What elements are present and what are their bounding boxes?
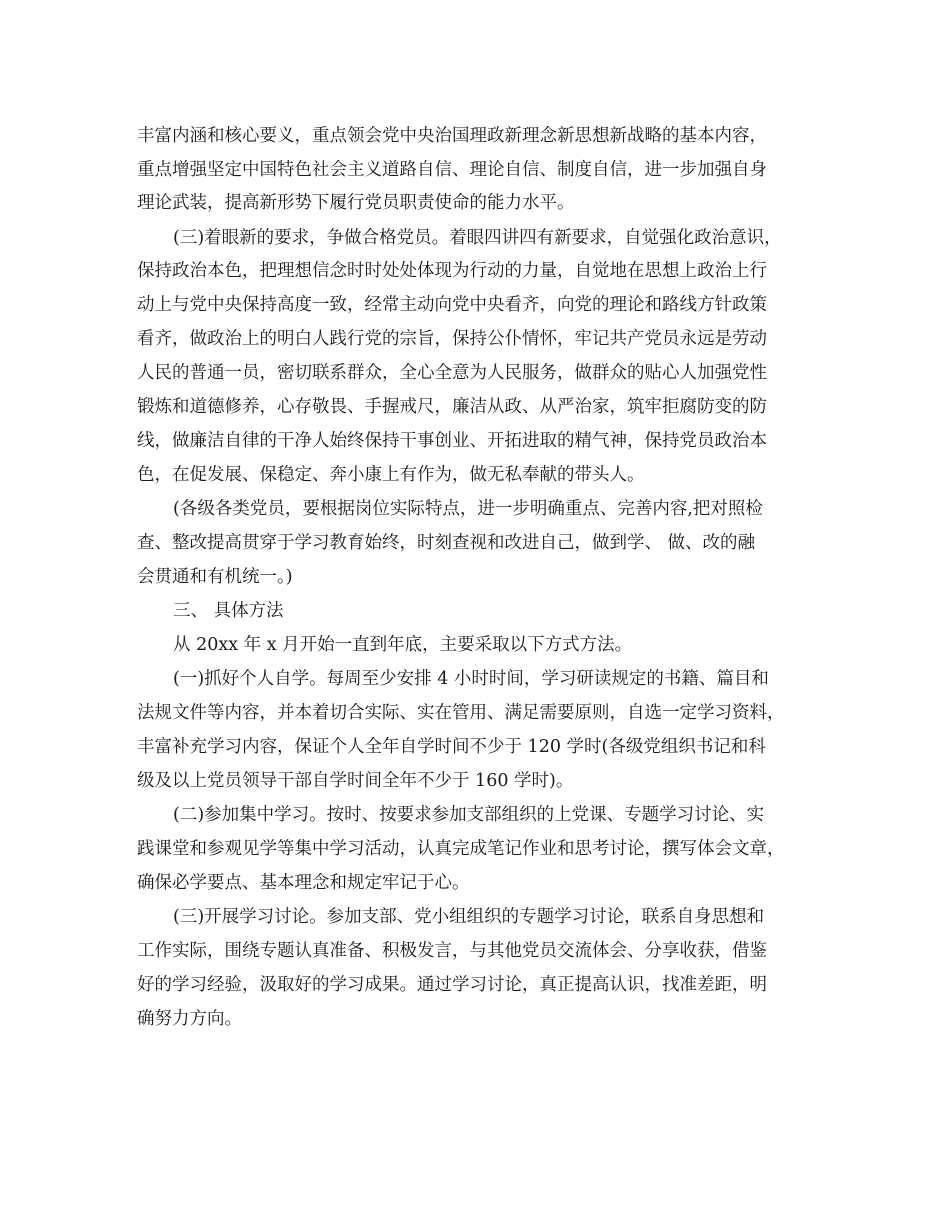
text-line: 会贯通和有机统一。) [137,567,293,587]
text-line: 确保必学要点、基本理念和规定牢记于心。 [137,873,470,893]
text-line: 丰富内涵和核心要义，重点领会党中央治国理政新理念新思想新战略的基本内容， [137,126,767,146]
text-line: 人民的普通一员，密切联系群众，全心全意为人民服务，做群众的贴心人加强党性 [137,363,767,383]
text-line: (二)参加集中学习。按时、按要求参加支部组织的上党课、专题学习讨论、实 [173,805,765,825]
text-line: 从 20xx 年 x 月开始一直到年底，主要采取以下方式方法。 [173,635,633,655]
text-line: 理论武装，提高新形势下履行党员职责使命的能力水平。 [137,193,575,213]
text-line: 查、整改提高贯穿于学习教育始终，时刻查视和改进自己，做到学、 做、改的融 [137,533,756,553]
text-line: 保持政治本色，把理想信念时时处处体现为行动的力量，自觉地在思想上政治上行 [137,261,767,281]
text-line: (一)抓好个人自学。每周至少安排 4 小时时间，学习研读规定的书籍、篇目和 [173,669,769,689]
text-line: 工作实际，围绕专题认真准备、积极发言，与其他党员交流体会、分享收获，借鉴 [137,941,767,961]
text-line: 线，做廉洁自律的干净人始终保持干事创业、开拓进取的精气神，保持党员政治本 [137,431,767,451]
text-line: (三)着眼新的要求，争做合格党员。着眼四讲四有新要求，自觉强化政治意识， [173,228,782,248]
section-heading: 三、 具体方法 [173,601,284,621]
text-line: 重点增强坚定中国特色社会主义道路自信、理论自信、制度自信，进一步加强自身 [137,160,767,180]
text-line: 色，在促发展、保稳定、奔小康上有作为，做无私奉献的带头人。 [137,465,645,485]
text-line: 动上与党中央保持高度一致，经常主动向党中央看齐，向党的理论和路线方针政策 [137,295,767,315]
text-line: 法规文件等内容，并本着切合实际、实在管用、满足需要原则，自选一定学习资料， [137,703,785,723]
text-line: 确努力方向。 [137,1009,242,1029]
text-line: 践课堂和参观见学等集中学习活动，认真完成笔记作业和思考讨论，撰写体会文章， [137,839,785,859]
text-line: 好的学习经验，汲取好的学习成果。通过学习讨论，真正提高认识，找准差距，明 [137,975,767,995]
text-line: 丰富补充学习内容，保证个人全年自学时间不少于 120 学时(各级党组织书记和科 [137,737,766,757]
text-line: 看齐，做政治上的明白人践行党的宗旨，保持公仆情怀，牢记共产党员永远是劳动 [137,329,767,349]
text-line: (各级各类党员，要根据岗位实际特点，进一步明确重点、完善内容,把对照检 [173,499,763,519]
text-line: (三)开展学习讨论。参加支部、党小组组织的专题学习讨论，联系自身思想和 [173,907,765,927]
text-line: 级及以上党员领导干部自学时间全年不少于 160 学时)。 [137,771,574,791]
text-line: 锻炼和道德修养，心存敬畏、手握戒尺，廉洁从政、从严治家，筑牢拒腐防变的防 [137,397,767,417]
